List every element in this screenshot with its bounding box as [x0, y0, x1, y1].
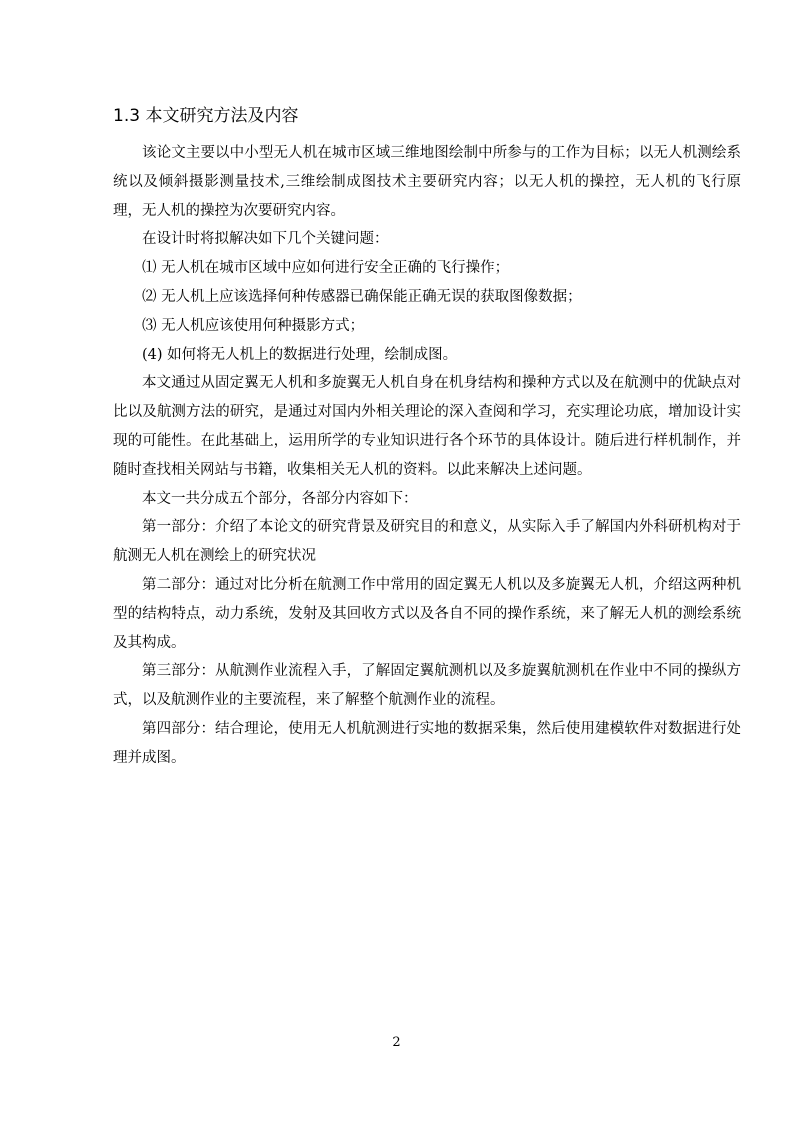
- paragraph-part-4: 第四部分：结合理论，使用无人机航测进行实地的数据采集，然后使用建模软件对数据进行处理并成图。: [113, 720, 741, 766]
- list-item-problem-1: ⑴ 无人机在城市区域中应如何进行安全正确的飞行操作；: [142, 260, 510, 277]
- body-text: [113, 139, 741, 773]
- paragraph-research-goal: 该论文主要以中小型无人机在城市区域三维地图绘制中所参与的工作为目标；以无人机测绘系统以及倾斜摄影测量技术,三维绘制成图技术主要研究内容；以无人机的操控，无人机的飞行原理，无人机的操控为次要研究内容。: [113, 145, 741, 219]
- paragraph-part-3: 第三部分：从航测作业流程入手，了解固定翼航测机以及多旋翼航测机在作业中不同的操纵方式，以及航测作业的主要流程，来了解整个航测作业的流程。: [113, 663, 741, 709]
- paragraph-part-1: 第一部分：介绍了本论文的研究背景及研究目的和意义，从实际入手了解国内外科研机构对于航测无人机在测绘上的研究状况: [113, 519, 741, 565]
- section-heading: 1.3 本文研究方法及内容: [113, 106, 299, 126]
- list-item-problem-4: (4) 如何将无人机上的数据进行处理，绘制成图。: [142, 346, 458, 363]
- paragraph-research-method: 本文通过从固定翼无人机和多旋翼无人机自身在机身结构和操种方式以及在航测中的优缺点对比以及航测方法的研究，是通过对国内外相关理论的深入查阅和学习，充实理论功底，增加设计实现的可能性。在此基础上，运用所学的专业知识进行各个环节的具体设计。随后进行样机制作，并随时查找相关网站与书籍，收集相关无人机的资料。以此来解决上述问题。: [113, 375, 741, 478]
- page-number: 2: [392, 1035, 401, 1050]
- paragraph-key-problems-intro: 在设计时将拟解决如下几个关键问题：: [142, 231, 389, 248]
- paragraph-part-2: 第二部分：通过对比分析在航测工作中常用的固定翼无人机以及多旋翼无人机，介绍这两种机型的结构特点，动力系统，发射及其回收方式以及各自不同的操作系统，来了解无人机的测绘系统及其构成。: [113, 576, 741, 651]
- paragraph-structure-intro: 本文一共分成五个部分，各部分内容如下：: [142, 490, 418, 507]
- list-item-problem-3: ⑶ 无人机应该使用何种摄影方式；: [142, 317, 365, 334]
- list-item-problem-2: ⑵ 无人机上应该选择何种传感器已确保能正确无误的获取图像数据；: [142, 288, 582, 305]
